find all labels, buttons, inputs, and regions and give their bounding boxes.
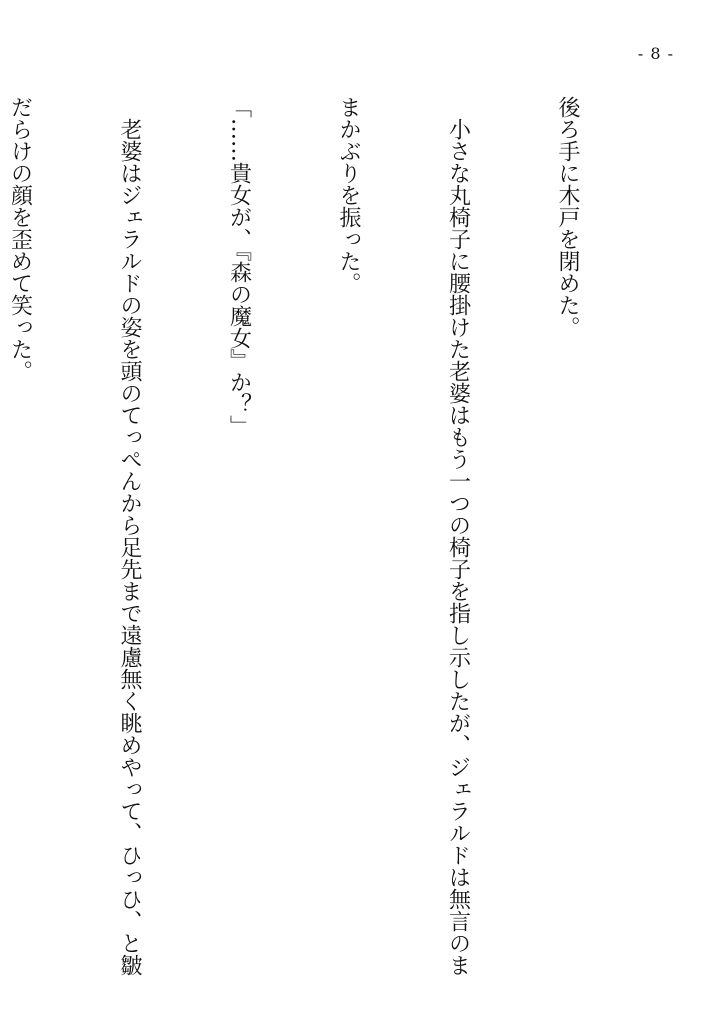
text-line: 老婆はジェラルドの姿を頭のてっぺんから足先まで遠慮無く眺めやって、ひっひ、と皺 — [117, 96, 142, 976]
text-line: だらけの顔を歪めて笑った。 — [7, 96, 33, 382]
page-number: - 8 - — [637, 44, 674, 63]
novel-body-text — [0, 96, 658, 996]
text-line: 後ろ手に木戸を閉めた。 — [555, 96, 580, 338]
text-line: 小さな丸椅子に腰掛けた老婆はもう一つの椅子を指し示したが、ジェラルドは無言のま — [445, 96, 471, 976]
text-line: 「……貴女が、『森の魔女』か？」 — [226, 96, 252, 437]
text-line: まかぶりを振った。 — [336, 96, 361, 294]
